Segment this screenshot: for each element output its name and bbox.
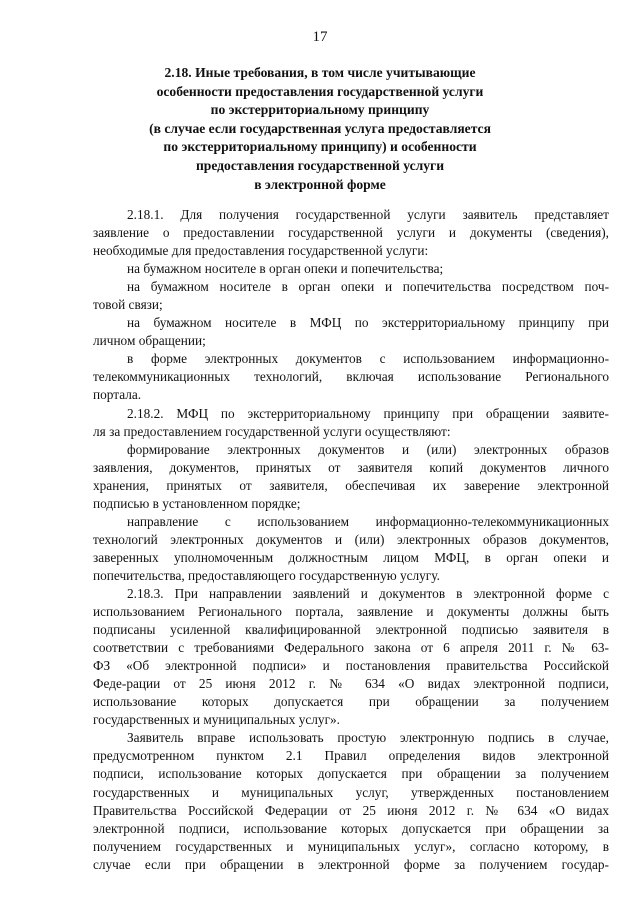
text-line: 2.18.3. При направлении заявлений и документов в электронной форме с	[127, 585, 609, 601]
text-line: соответствии с требованиями Федерального закона от 6 апреля 2011 г. № 63-	[93, 640, 609, 656]
text-line: портала.	[93, 387, 142, 403]
text-line: Правительства Российской Федерации от 25 июня 2012 г. № 634 «О видах	[93, 802, 609, 818]
heading-line: в электронной форме	[254, 176, 386, 192]
heading-line: предоставления государственной услуги	[195, 157, 445, 173]
text-line: на бумажном носителе в орган опеки и попечительства;	[127, 261, 444, 277]
section-heading	[110, 64, 530, 194]
text-line: заявления, документов, принятых от заявителя копий документов личного	[93, 459, 609, 475]
text-line: ФЗ «Об электронной подписи» и постановления правительства Российской	[93, 658, 609, 674]
text-line: предусмотренном пунктом 2.1 Правил определения видов электронной	[93, 748, 609, 764]
text-line: электронной подписи, использование которых допускается при обращении за	[93, 820, 609, 836]
text-line: технологий электронных документов и (или) электронных образов документов,	[93, 531, 609, 547]
text-line: получением государственных и муниципальных услуг», согласно которому, в	[93, 838, 609, 854]
heading-line: по экстерриториальному принципу) и особенности	[163, 139, 477, 155]
text-line: формирование электронных документов и (или) электронных образов	[127, 441, 609, 457]
text-line: необходимые для предоставления государственной услуги:	[93, 243, 429, 259]
text-line: подписью в установленном порядке;	[93, 495, 301, 511]
text-line: государственных и муниципальных услуг, утвержденных постановлением	[93, 784, 609, 800]
heading-line: по экстерриториальному принципу	[210, 102, 430, 118]
heading-line: 2.18. Иные требования, в том числе учитывающие	[164, 65, 476, 80]
page-number: 17	[312, 29, 328, 45]
text-line: ля за предоставлением государственной услуги осуществляют:	[93, 423, 451, 439]
text-line: подписи, использование которых допускается при обращении за получением	[93, 766, 609, 782]
heading-line: (в случае если государственная услуга предоставляется	[149, 120, 491, 136]
text-line: заверенных уполномоченным должностным лицом МФЦ, в орган опеки и	[93, 549, 609, 565]
text-line: использованием Регионального портала, заявление и документы должны быть	[93, 604, 609, 620]
text-line: на бумажном носителе в орган опеки и попечительства посредством поч-	[127, 279, 609, 295]
text-line: 2.18.2. МФЦ по экстерриториальному принципу при обращении заявите-	[127, 405, 609, 421]
heading-line: особенности предоставления государственной услуги	[156, 83, 484, 99]
text-line: 2.18.1. Для получения государственной услуги заявитель представляет	[127, 207, 609, 222]
text-line: заявление о предоставлении государственной услуги и документы (сведения),	[93, 225, 609, 241]
text-line: случае если при обращении в электронной форме за получением государ-	[93, 856, 609, 872]
text-line: Заявитель вправе использовать простую электронную подпись в случае,	[127, 730, 609, 746]
text-line: личном обращении;	[93, 333, 206, 349]
body-text	[93, 206, 609, 874]
text-line: подписаны усиленной квалифицированной электронной подписью заявителя в	[93, 622, 609, 638]
text-line: Феде-рации от 25 июня 2012 г. № 634 «О видах электронной подписи,	[93, 676, 609, 692]
text-line: хранения, принятых от заявителя, обеспечивая их заверение электронной	[93, 477, 609, 493]
text-line: телекоммуникационных технологий, включая использование Регионального	[93, 369, 609, 385]
text-line: в форме электронных документов с использованием информационно-	[127, 351, 609, 367]
text-line: на бумажном носителе в МФЦ по экстерриториальному принципу при	[127, 315, 609, 331]
text-line: попечительства, предоставляющего государственную услугу.	[93, 567, 440, 583]
text-line: товой связи;	[93, 297, 163, 313]
text-line: направление с использованием информационно-телекоммуникационных	[127, 513, 609, 529]
text-line: государственных и муниципальных услуг».	[93, 712, 340, 728]
text-line: использование которых допускается при обращении за получением	[93, 694, 609, 710]
